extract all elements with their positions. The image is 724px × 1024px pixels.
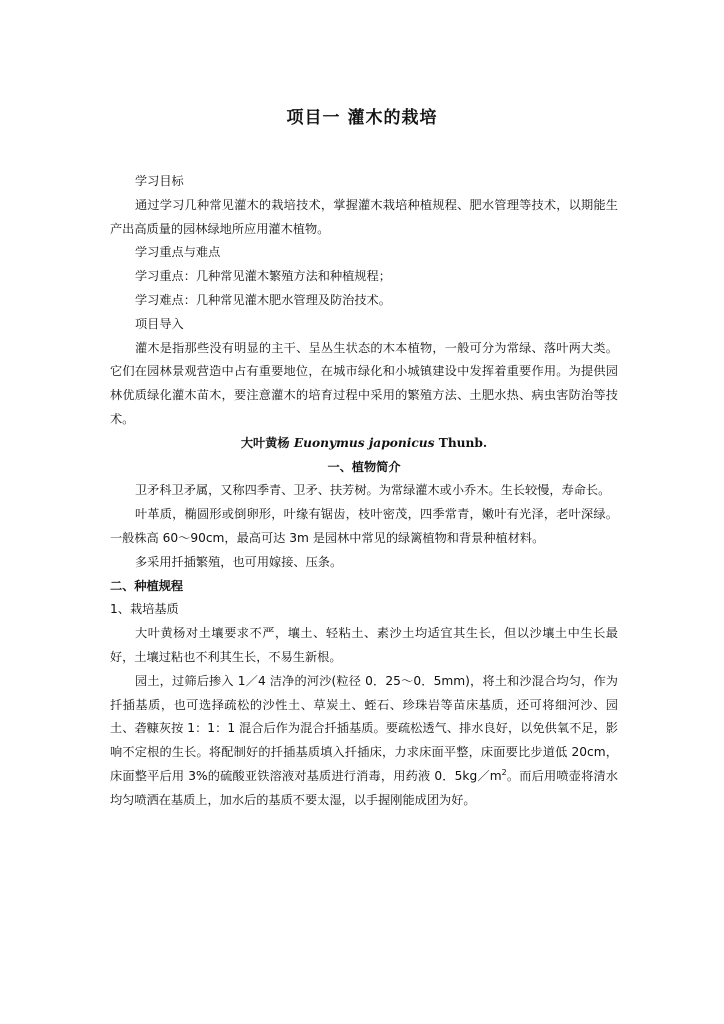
plant-intro-paragraph-1: 卫矛科卫矛属，又称四季青、卫矛、扶芳树。为常绿灌木或小乔木。生长较慢，寿命长。	[135, 483, 611, 498]
planting-heading: 二、种植规程	[110, 578, 184, 593]
plant-title-cn: 大叶黄杨	[240, 435, 290, 450]
plant-intro-heading: 一、植物简介	[327, 459, 401, 474]
difficult-point-paragraph: 学习难点：几种常见灌木肥水管理及防治技术。	[135, 292, 391, 307]
goal-paragraph: 通过学习几种常见灌木的栽培技术，掌握灌木栽培种植规程、肥水管理等技术，以期能生产出高质量的园林绿地所应用灌木植物。	[110, 197, 618, 236]
plant-title	[110, 432, 618, 456]
key-point-paragraph: 学习重点：几种常见灌木繁殖方法和种植规程；	[135, 269, 391, 284]
plant-title-author: Thunb.	[438, 435, 488, 450]
plant-title-latin: Euonymus japonicus	[293, 435, 435, 450]
substrate-paragraph-1: 大叶黄杨对土壤要求不严，壤土、轻粘土、素沙土均适宜其生长，但以沙壤土中生长最好，土壤过粘也不利其生长，不易生新根。	[110, 626, 618, 664]
intro-heading: 项目导入	[135, 316, 184, 331]
page-title: 项目一 灌木的栽培	[286, 108, 438, 128]
key-heading: 学习重点与难点	[135, 245, 221, 260]
substrate-paragraph-2	[110, 670, 618, 813]
document-body	[110, 170, 618, 813]
substrate-paragraph-2-main: 园土，过筛后掺入 1／4 洁净的河沙(粒径 0．25～0．5mm)，将土和沙混合均匀，作为扦插基质，也可选择疏松的沙性土、草炭土、蛭石、珍珠岩等苗床基质，还可将细河沙、园土、砻糠灰按 1：1：1 混合后作为混合扦插基质。要疏松透气、排水良好，以免供氧不足，影响不定根的生长。将配制好的扦插基质填入扦插床，力求床面平整，床面要比步道低 20cm，床面整平后用 3%的硫酸亚铁溶液对基质进行消毒，用药液 0．5kg／m	[110, 673, 618, 783]
goal-heading: 学习目标	[135, 174, 184, 188]
substrate-heading: 1、栽培基质	[110, 602, 179, 617]
intro-paragraph: 灌木是指那些没有明显的主干、呈丛生状态的木本植物，一般可分为常绿、落叶两大类。它们在园林景观营造中占有重要地位，在城市绿化和小城镇建设中发挥着重要作用。为提供园林优质绿化灌木苗木，要注意灌木的培育过程中采用的繁殖方法、土肥水热、病虫害防治等技术。	[110, 340, 618, 426]
plant-intro-paragraph-3: 多采用扦插繁殖，也可用嫁接、压条。	[135, 554, 343, 569]
square-meter-superscript: 2	[501, 767, 507, 777]
substrate-paragraph-2-tail: 。而后用喷壶将清水均匀喷洒在基质上，加水后的基质不要太湿，以手握刚能成团为好。	[110, 768, 618, 807]
plant-intro-paragraph-2: 叶革质，椭圆形或倒卵形，叶缘有锯齿，枝叶密茂，四季常青，嫩叶有光泽，老叶深绿。一般株高 60～90cm，最高可达 3m 是园林中常见的绿篱植物和背景种植材料。	[110, 507, 618, 545]
